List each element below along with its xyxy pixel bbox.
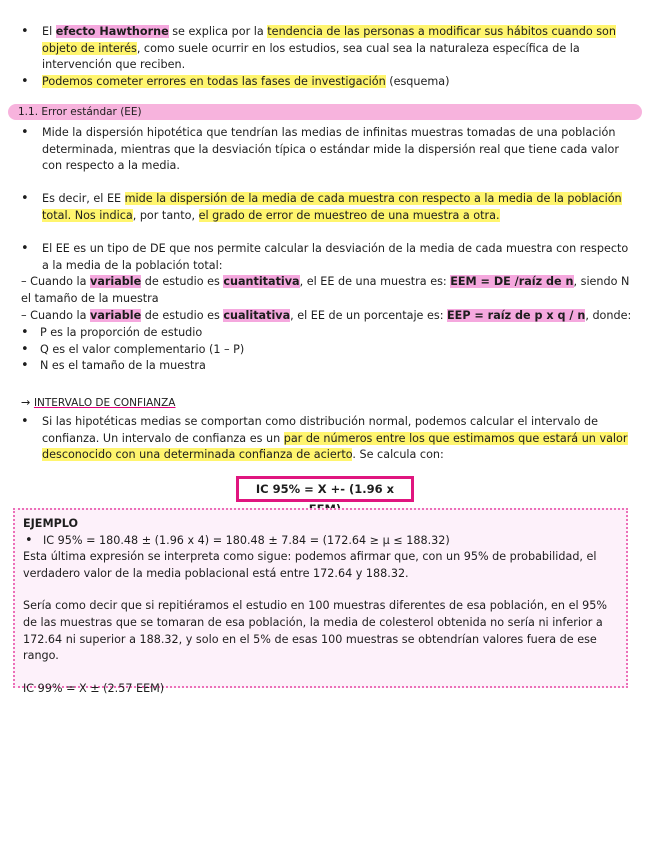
variable-term: variable	[90, 275, 142, 288]
quantitative-term: cuantitativa	[223, 275, 300, 288]
example-calculation: • IC 95% = 180.48 ± (1.96 x 4) = 180.48 ± 7.84 = (172.64 ≥ μ ≤ 188.32)	[23, 533, 619, 550]
text: El	[42, 25, 56, 38]
list-item: • Q es el valor complementario (1 – P)	[0, 342, 655, 359]
arrow-icon: →	[21, 396, 31, 409]
intro-bullets	[0, 24, 655, 90]
ee-definition-bullet: • Mide la dispersión hipotética que tendrían las medias de infinitas muestras tomadas de una población determinada, mientras que la desviación típica o estándar mide la dispersión real que tiene cada valor con respecto a la media.	[0, 125, 655, 175]
hawthorne-definition: tendencia de las personas a modificar sus hábitos cuando son objeto de interés	[42, 25, 616, 55]
section-heading: 1.1. Error estándar (EE)	[8, 104, 642, 120]
text: – Cuando la	[21, 309, 91, 322]
interval-definition: par de números entre los que estimamos que estará un valor desconocido con una determinada confianza de acierto	[42, 431, 628, 462]
text: , donde:	[585, 309, 632, 322]
text: – Cuando la	[21, 275, 91, 288]
ee-meaning-bullet	[0, 191, 655, 224]
example-interpretation: Esta última expresión se interpreta como sigue: podemos afirmar que, con un 95% de probabilidad, el verdadero valor de la media poblacional está entre 172.64 y 188.32.	[23, 550, 597, 580]
interval-heading	[0, 395, 655, 412]
example-explanation: Sería como decir que si repitiéramos el estudio en 100 muestras diferentes de esa población, en el 95% de las muestras que se tomaran de esa población, la media de colesterol obtenida no sería ni inferior a 172.64 ni superior a 188.32, y solo en el 5% de esas 100 muestras se obtendrían valores fuera de ese rango.	[23, 599, 607, 663]
errors-bullet	[0, 74, 655, 91]
text: , como suele ocurrir en los estudios, sea cual sea la naturaleza específica de la intervención que reciben.	[42, 41, 580, 72]
ic99-formula: IC 99% = X ± (2.57 EEM)	[23, 681, 165, 695]
example-box	[13, 508, 628, 695]
eem-formula: EEM = DE /raíz de n	[450, 275, 574, 288]
text: , siendo N el tamaño de la muestra	[21, 275, 630, 305]
text: . Se calcula con:	[352, 448, 444, 462]
text: , el EE de un porcentaje es:	[290, 309, 448, 322]
quantitative-line	[0, 274, 655, 307]
variable-list	[0, 325, 655, 375]
text: Si las hipotéticas medias se comportan como distribución normal, podemos calcular el intervalo de confianza. Un intervalo de confianza es un	[42, 415, 599, 445]
eep-formula: EEP = raíz de p x q / n	[447, 309, 586, 322]
interval-list	[0, 414, 655, 464]
variable-term: variable	[90, 309, 142, 322]
qualitative-line	[0, 308, 655, 325]
list-item: • N es el tamaño de la muestra	[0, 358, 655, 375]
errors-highlight: Podemos cometer errores en todas las fases de investigación	[42, 74, 386, 88]
text: se explica por la	[168, 25, 268, 38]
list-item: • P es la proporción de estudio	[0, 325, 655, 342]
spacer	[23, 665, 619, 681]
ee-type-bullet: • El EE es un tipo de DE que nos permite calcular la desviación de la media de cada muestra con respecto a la media de la población total:	[0, 241, 655, 274]
text: Es decir, el EE	[42, 192, 125, 205]
text: de estudio es	[141, 275, 224, 288]
hawthorne-term: efecto Hawthorne	[55, 25, 169, 38]
ee-bullet-2-list	[0, 191, 655, 224]
ee-bullet-3-list	[0, 241, 655, 274]
example-heading: EJEMPLO	[23, 517, 79, 530]
spacer	[23, 582, 619, 598]
text: de estudio es	[141, 309, 224, 322]
interval-title: INTERVALO DE CONFIANZA	[33, 397, 176, 409]
text: , el EE de una muestra es:	[299, 275, 451, 288]
ee-bullet-1-list	[0, 125, 655, 175]
hawthorne-bullet	[0, 24, 655, 74]
ic95-formula-box: IC 95% = X +- (1.96 x	[236, 476, 414, 502]
text: , por tanto,	[132, 208, 199, 222]
interval-bullet	[0, 414, 655, 464]
ee-error-highlight: el grado de error de muestreo de una muestra a otra.	[198, 208, 500, 222]
text: (esquema)	[385, 74, 450, 88]
qualitative-term: cualitativa	[223, 309, 291, 322]
ee-meaning-highlight: mide la dispersión de la media de cada muestra con respecto a la media de la población total. Nos indica	[42, 192, 622, 222]
